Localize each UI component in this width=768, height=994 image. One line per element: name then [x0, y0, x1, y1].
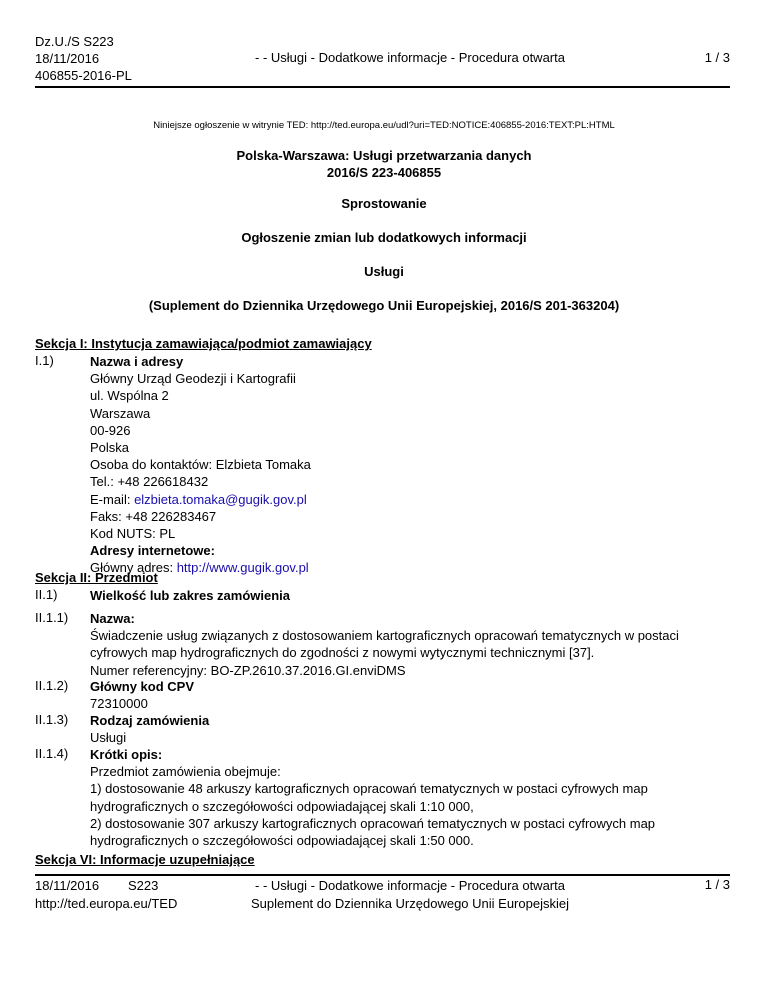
text-line: Świadczenie usług związanych z dostosowaniem kartograficznych opracowań tematycznych w postaci [90, 628, 679, 644]
contact-person: Osoba do kontaktów: Elzbieta Tomaka [90, 457, 311, 473]
field-label: Główny kod CPV [90, 679, 195, 694]
header-reference [35, 33, 132, 84]
item-number: I.1) [35, 353, 54, 368]
phone: Tel.: +48 226618432 [90, 474, 209, 490]
field-label: Nazwa: [90, 611, 135, 626]
notice-type: Ogłoszenie zmian lub dodatkowych informacji [241, 230, 527, 245]
main-address-link[interactable]: http://www.gugik.gov.pl [176, 560, 309, 576]
short-description-block [90, 746, 655, 849]
field-label: Wielkość lub zakres zamówienia [90, 588, 291, 603]
supplement-reference: (Suplement do Dziennika Urzędowego Unii Europejskiej, 2016/S 201-363204) [148, 298, 620, 313]
footer-url[interactable]: http://ted.europa.eu/TED [35, 896, 178, 911]
footer-date-code: 18/11/2016 S223 [35, 878, 159, 893]
section-6-heading: Sekcja VI: Informacje uzupełniające [35, 852, 255, 867]
address-line: Warszawa [90, 405, 151, 421]
cpv-block [90, 678, 194, 712]
email-label: E-mail: [90, 491, 135, 507]
item-number: II.1.4) [35, 746, 69, 761]
document-number: 2016/S 223-406855 [326, 165, 442, 180]
text-line: Przedmiot zamówienia obejmuje: [90, 764, 281, 780]
cpv-code: 72310000 [90, 696, 148, 712]
header-notice-id: 406855-2016-PL [35, 68, 132, 83]
footer-left [35, 877, 177, 913]
contract-type-value: Usługi [90, 730, 127, 746]
header-page-number: 1 / 3 [704, 50, 730, 65]
correction-label: Sprostowanie [341, 196, 427, 211]
field-label: Adresy internetowe: [90, 543, 215, 559]
header-title: - - Usługi - Dodatkowe informacje - Procedura otwarta [255, 50, 565, 65]
item-number: II.1.3) [35, 712, 69, 727]
reference-number: Numer referencyjny: BO-ZP.2610.37.2016.GI.enviDMS [90, 662, 406, 678]
footer-center [200, 877, 620, 913]
footer-title: - - Usługi - Dodatkowe informacje - Procedura otwarta [255, 878, 565, 893]
address-line: Główny Urząd Geodezji i Kartografii [90, 371, 296, 387]
nuts-code: Kod NUTS: PL [90, 526, 176, 542]
field-label: Krótki opis: [90, 747, 163, 762]
footer-divider [35, 874, 730, 876]
footer-supplement: Suplement do Dziennika Urzędowego Unii Europejskiej [251, 896, 569, 911]
ted-notice-link[interactable]: Niniejsze ogłoszenie w witrynie TED: http://ted.europa.eu/udl?uri=TED:NOTICE:406855-2016:TEXT:PL:HTML [153, 120, 615, 131]
text-line: cyfrowych map hydrograficznych do zgodności z nowymi wytycznymi technicznymi [37]. [90, 645, 595, 661]
email-link[interactable]: elzbieta.tomaka@gugik.gov.pl [134, 491, 307, 507]
footer-page-number: 1 / 3 [704, 877, 730, 892]
text-line: 2) dostosowanie 307 arkuszy kartograficznych opracowań tematycznych w postaci cyfrowych map [90, 815, 656, 831]
document-title: Polska-Warszawa: Usługi przetwarzania danych [236, 148, 532, 163]
item-number: II.1) [35, 587, 58, 602]
text-line: hydrograficznych o szczegółowości odpowiadającej skali 1:10 000, [90, 798, 474, 814]
header-journal: Dz.U./S S223 [35, 34, 114, 49]
contracting-authority-block [90, 353, 311, 577]
header-date: 18/11/2016 [35, 51, 100, 66]
item-number: II.1.2) [35, 678, 69, 693]
field-label: Nazwa i adresy [90, 354, 184, 369]
header-divider [35, 86, 730, 88]
address-line: ul. Wspólna 2 [90, 388, 169, 404]
text-line: hydrograficznych o szczegółowości odpowiadającej skali 1:50 000. [90, 833, 474, 849]
address-line: Polska [90, 440, 130, 456]
text-line: 1) dostosowanie 48 arkuszy kartograficznych opracowań tematycznych w postaci cyfrowych map [90, 781, 648, 797]
email-row [90, 491, 311, 508]
contract-type-block [90, 712, 209, 746]
section-2-heading: Sekcja II: Przedmiot [35, 570, 158, 585]
main-address-label: Główny adres: [90, 560, 177, 576]
section-1-heading: Sekcja I: Instytucja zamawiająca/podmiot zamawiający [35, 336, 372, 351]
item-number: II.1.1) [35, 610, 69, 625]
contract-type: Usługi [364, 264, 404, 279]
title-block [90, 610, 679, 679]
fax: Faks: +48 226283467 [90, 508, 217, 524]
field-label: Rodzaj zamówienia [90, 713, 210, 728]
address-line: 00-926 [90, 422, 131, 438]
